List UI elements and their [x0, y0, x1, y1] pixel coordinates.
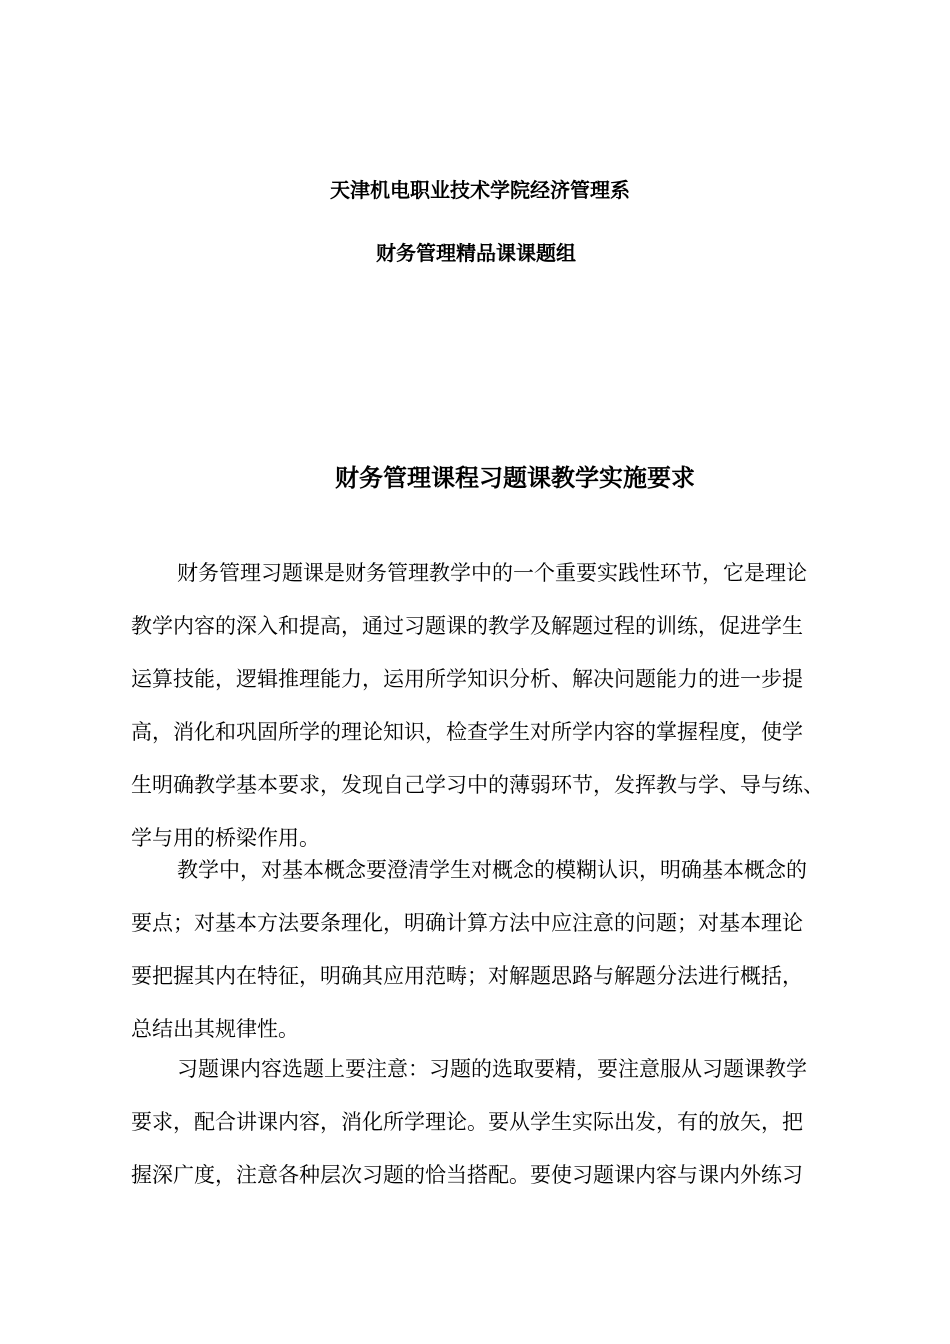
paragraph-line: 习题课内容选题上要注意：习题的选取要精，要注意服从习题课教学	[177, 1057, 807, 1081]
paragraph-3	[131, 1043, 891, 1202]
document-title: 财务管理课程习题课教学实施要求	[335, 464, 695, 492]
paragraph-line: 生明确教学基本要求，发现自己学习中的薄弱环节，发挥教与学、导与练、	[131, 773, 824, 797]
paragraph-line: 握深广度，注意各种层次习题的恰当搭配。要使习题课内容与课内外练习	[131, 1163, 803, 1187]
paragraph-line: 学与用的桥梁作用。	[131, 826, 320, 850]
paragraph-line: 总结出其规律性。	[131, 1017, 299, 1041]
paragraph-line: 教学内容的深入和提高，通过习题课的教学及解题过程的训练，促进学生	[131, 614, 803, 638]
paragraph-line: 要点；对基本方法要条理化，明确计算方法中应注意的问题；对基本理论	[131, 911, 803, 935]
course-group-name: 财务管理精品课课题组	[376, 241, 576, 265]
paragraph-line: 要把握其内在特征，明确其应用范畴；对解题思路与解题分法进行概括，	[131, 964, 803, 988]
paragraph-line: 财务管理习题课是财务管理教学中的一个重要实践性环节，它是理论	[177, 561, 807, 585]
paragraph-line: 运算技能，逻辑推理能力，运用所学知识分析、解决问题能力的进一步提	[131, 667, 803, 691]
paragraph-2	[131, 844, 891, 1056]
paragraph-line: 教学中，对基本概念要澄清学生对概念的模糊认识，明确基本概念的	[177, 858, 807, 882]
institution-name: 天津机电职业技术学院经济管理系	[330, 178, 630, 202]
paragraph-line: 高，消化和巩固所学的理论知识，检查学生对所学内容的掌握程度，使学	[131, 720, 803, 744]
paragraph-line: 要求，配合讲课内容，消化所学理论。要从学生实际出发，有的放矢，把	[131, 1110, 803, 1134]
paragraph-1	[131, 547, 891, 865]
